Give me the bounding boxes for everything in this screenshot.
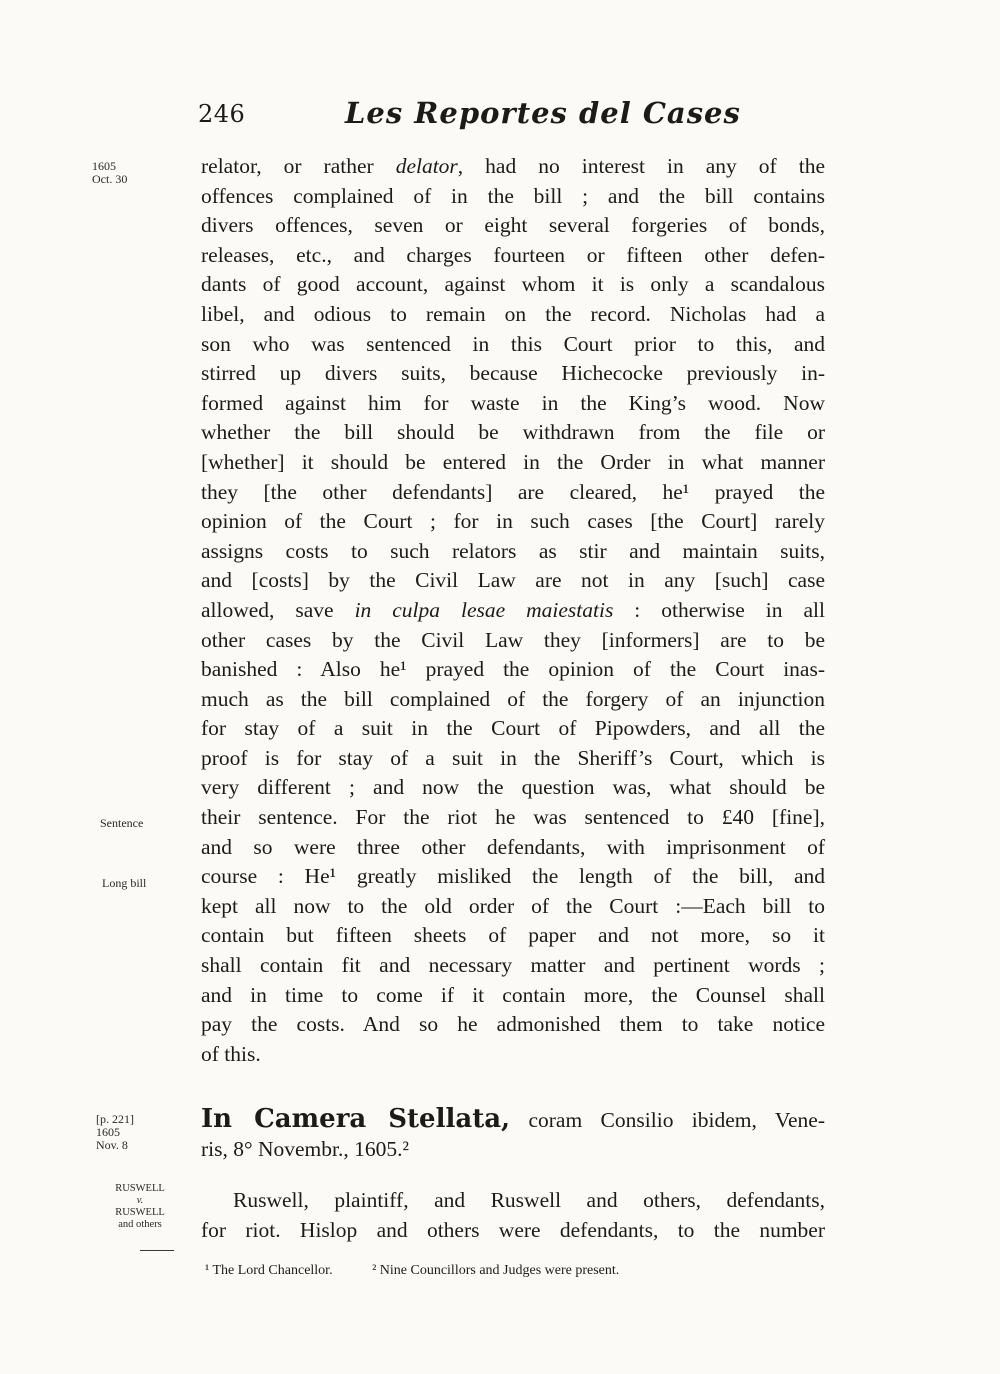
footnotes [205,1263,655,1279]
text-line: much as the bill complained of the forgery of an injunction [201,686,825,711]
margin-rule [140,1250,174,1251]
text-line: assigns costs to such relators as stir and maintain suits, [201,538,825,563]
margin-case-name [104,1183,176,1231]
text-line: and so were three other defendants, with imprisonment of [201,834,825,859]
margin-page-ref-label: [p. 221] [96,1112,134,1126]
text-line: and [costs] by the Civil Law are not in any [such] case [201,568,825,593]
section-heading: In Camera Stellata, [201,1104,511,1134]
section-line-two: ris, 8° Novembr., 1605.² [201,1136,409,1161]
margin-long-bill: Long bill [102,876,147,890]
case-versus: v. [136,1195,144,1206]
main-text [201,152,825,1069]
text-line: of this. [201,1041,261,1066]
margin-date [92,160,127,186]
margin-date-year: 1605 [92,159,116,173]
margin-page-ref-year: 1605 [96,1125,120,1139]
text-line: pay the costs. And so he admonished them to take notice [201,1012,825,1037]
text-line: offences complained of in the bill ; and the bill contains [201,183,825,208]
case-others: and others [118,1219,162,1230]
running-title: Les Reportes del Cases [345,96,741,130]
text-line: relator, or rather delator, had no interest in any of the [201,154,825,178]
text-line: contain but fifteen sheets of paper and not more, so it [201,923,825,948]
case-line: Ruswell, plaintiff, and Ruswell and others, defendants, [233,1188,825,1212]
text-line: divers offences, seven or eight several forgeries of bonds, [201,213,825,238]
text-line: for stay of a suit in the Court of Pipowders, and all the [201,716,825,741]
margin-page-ref [96,1113,134,1152]
text-line: releases, etc., and charges fourteen or fifteen other defen- [201,242,825,267]
text-line: son who was sentenced in this Court prior to this, and [201,331,825,356]
text-line: their sentence. For the riot he was sentenced to £40 [fine], [201,805,825,830]
text-line: shall contain fit and necessary matter and pertinent words ; [201,953,825,978]
text-line: very different ; and now the question was, what should be [201,775,825,800]
text-line: dants of good account, against whom it is only a scandalous [201,272,825,297]
text-line: [whether] it should be entered in the Order in what manner [201,449,825,474]
page-number: 246 [198,100,246,128]
text-line: kept all now to the old order of the Court :—Each bill to [201,893,825,918]
margin-date-day: Oct. 30 [92,172,128,186]
margin-sentence: Sentence [100,816,144,830]
case-party-two: RUSWELL [115,1207,165,1218]
text-line: stirred up divers suits, because Hichecocke previously in- [201,361,825,386]
case-paragraph [201,1186,825,1245]
text-line: allowed, save in culpa lesae maiestatis : otherwise in all [201,597,825,622]
footnote-one: ¹ The Lord Chancellor. [205,1263,333,1278]
margin-page-ref-day: Nov. 8 [96,1138,128,1152]
text-line: and in time to come if it contain more, the Counsel shall [201,982,825,1007]
section-heading-rest: coram Consilio ibidem, Vene- [510,1108,825,1132]
section-line-one [201,1105,825,1135]
text-line: proof is for stay of a suit in the Sheriff’s Court, which is [201,745,825,770]
text-line: other cases by the Civil Law they [informers] are to be [201,627,825,652]
text-line: banished : Also he¹ prayed the opinion of the Court inas- [201,657,825,682]
footnote-two: ² Nine Councillors and Judges were present. [372,1263,620,1278]
case-line: for riot. Hislop and others were defendants, to the number [201,1217,825,1242]
text-line: opinion of the Court ; for in such cases [the Court] rarely [201,509,825,534]
section-heading-block [201,1105,825,1164]
case-party-one: RUSWELL [115,1183,165,1194]
text-line: whether the bill should be withdrawn from the file or [201,420,825,445]
text-line: course : He¹ greatly misliked the length of the bill, and [201,864,825,889]
text-line: they [the other defendants] are cleared, he¹ prayed the [201,479,825,504]
text-line: formed against him for waste in the King’s wood. Now [201,390,825,415]
text-line: libel, and odious to remain on the record. Nicholas had a [201,301,825,326]
